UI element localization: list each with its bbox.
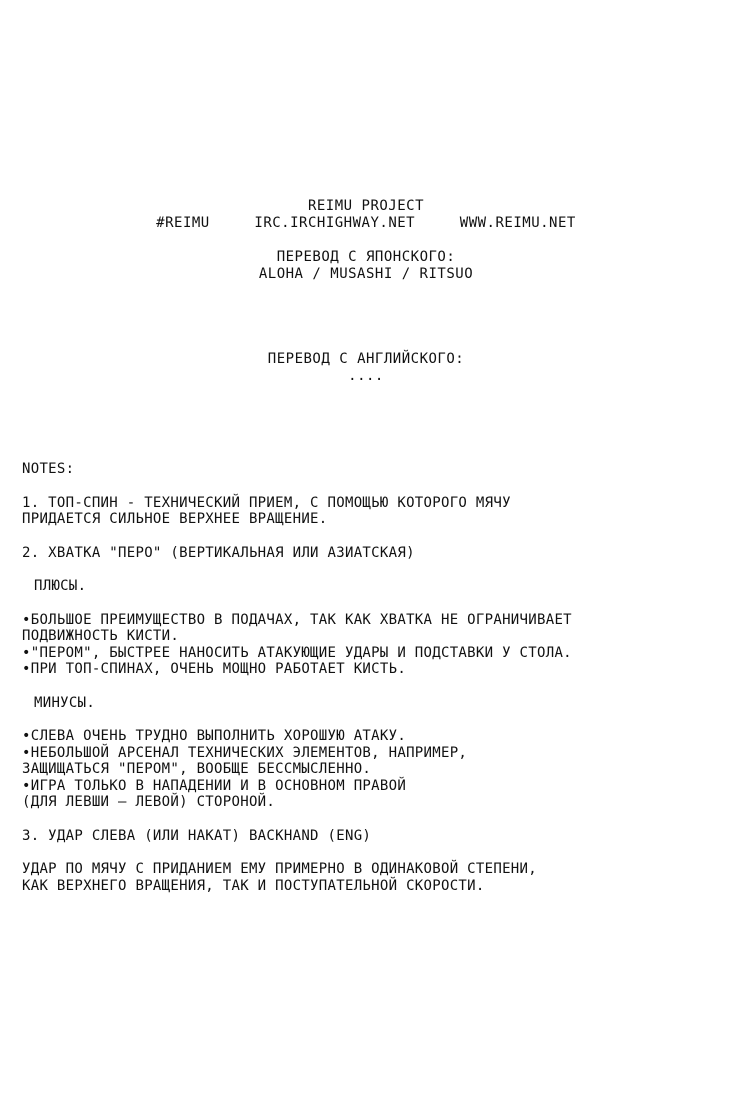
cons-item-2-cont: ЗАЩИЩАТЬСЯ "ПЕРОМ", ВООБЩЕ БЕССМЫСЛЕННО.: [22, 761, 372, 777]
note-1-line-1: 1. ТОП-СПИН - ТЕХНИЧЕСКИЙ ПРИЕМ, С ПОМОЩЬЮ КОТОРОГО МЯЧУ: [22, 494, 511, 511]
en-translator-names: ....: [348, 368, 384, 384]
pros-item-1: •БОЛЬШОЕ ПРЕИМУЩЕСТВО В ПОДАЧАХ, ТАК КАК ХВАТКА НЕ ОГРАНИЧИВАЕТ: [22, 611, 572, 628]
group-links: [0, 215, 732, 232]
note-3-line-1: УДАР ПО МЯЧУ С ПРИДАНИЕМ ЕМУ ПРИМЕРНО В ОДИНАКОВОЙ СТЕПЕНИ,: [22, 861, 537, 877]
group-credits: [0, 198, 732, 232]
note-3-title: 3. УДАР СЛЕВА (ИЛИ НАКАТ) BACKHAND (ENG): [22, 827, 372, 844]
notes-section: [22, 461, 712, 894]
cons-item-3: •ИГРА ТОЛЬКО В НАПАДЕНИИ И В ОСНОВНОМ ПРАВОЙ: [22, 777, 407, 794]
website: WWW.REIMU.NET: [459, 215, 576, 231]
irc-server: IRC.IRCHIGHWAY.NET: [254, 215, 416, 231]
jp-translation-title: ПЕРЕВОД С ЯПОНСКОГО:: [276, 249, 456, 265]
group-name: REIMU PROJECT: [307, 198, 425, 214]
pros-item-3: •ПРИ ТОП-СПИНАХ, ОЧЕНЬ МОЩНО РАБОТАЕТ КИСТЬ.: [22, 661, 407, 677]
en-translation-title: ПЕРЕВОД С АНГЛИЙСКОГО:: [267, 351, 465, 367]
notes-heading: NOTES:: [22, 461, 75, 477]
cons-label: МИНУСЫ.: [34, 694, 96, 711]
pros-label: ПЛЮСЫ.: [34, 578, 87, 594]
irc-channel: #REIMU: [156, 215, 210, 231]
jp-translator-names: ALOHA / MUSASHI / RITSUO: [258, 266, 474, 282]
japanese-translation-credits: [0, 249, 732, 283]
cons-item-1: •СЛЕВА ОЧЕНЬ ТРУДНО ВЫПОЛНИТЬ ХОРОШУЮ АТАКУ.: [22, 728, 407, 744]
cons-item-3-cont: (ДЛЯ ЛЕВШИ — ЛЕВОЙ) СТОРОНОЙ.: [22, 794, 276, 810]
cons-item-2: •НЕБОЛЬШОЙ АРСЕНАЛ ТЕХНИЧЕСКИХ ЭЛЕМЕНТОВ, НАПРИМЕР,: [22, 744, 468, 761]
english-translation-credits: [0, 351, 732, 385]
note-1-line-2: ПРИДАЕТСЯ СИЛЬНОЕ ВЕРХНЕЕ ВРАЩЕНИЕ.: [22, 511, 328, 527]
note-3-line-2: КАК ВЕРХНЕГО ВРАЩЕНИЯ, ТАК И ПОСТУПАТЕЛЬНОЙ СКОРОСТИ.: [22, 877, 485, 894]
pros-item-1-cont: ПОДВИЖНОСТЬ КИСТИ.: [22, 628, 180, 644]
pros-item-2: •"ПЕРОМ", БЫСТРЕЕ НАНОСИТЬ АТАКУЮЩИЕ УДАРЫ И ПОДСТАВКИ У СТОЛА.: [22, 644, 572, 661]
note-2-title: 2. ХВАТКА "ПЕРО" (ВЕРТИКАЛЬНАЯ ИЛИ АЗИАТСКАЯ): [22, 544, 415, 561]
